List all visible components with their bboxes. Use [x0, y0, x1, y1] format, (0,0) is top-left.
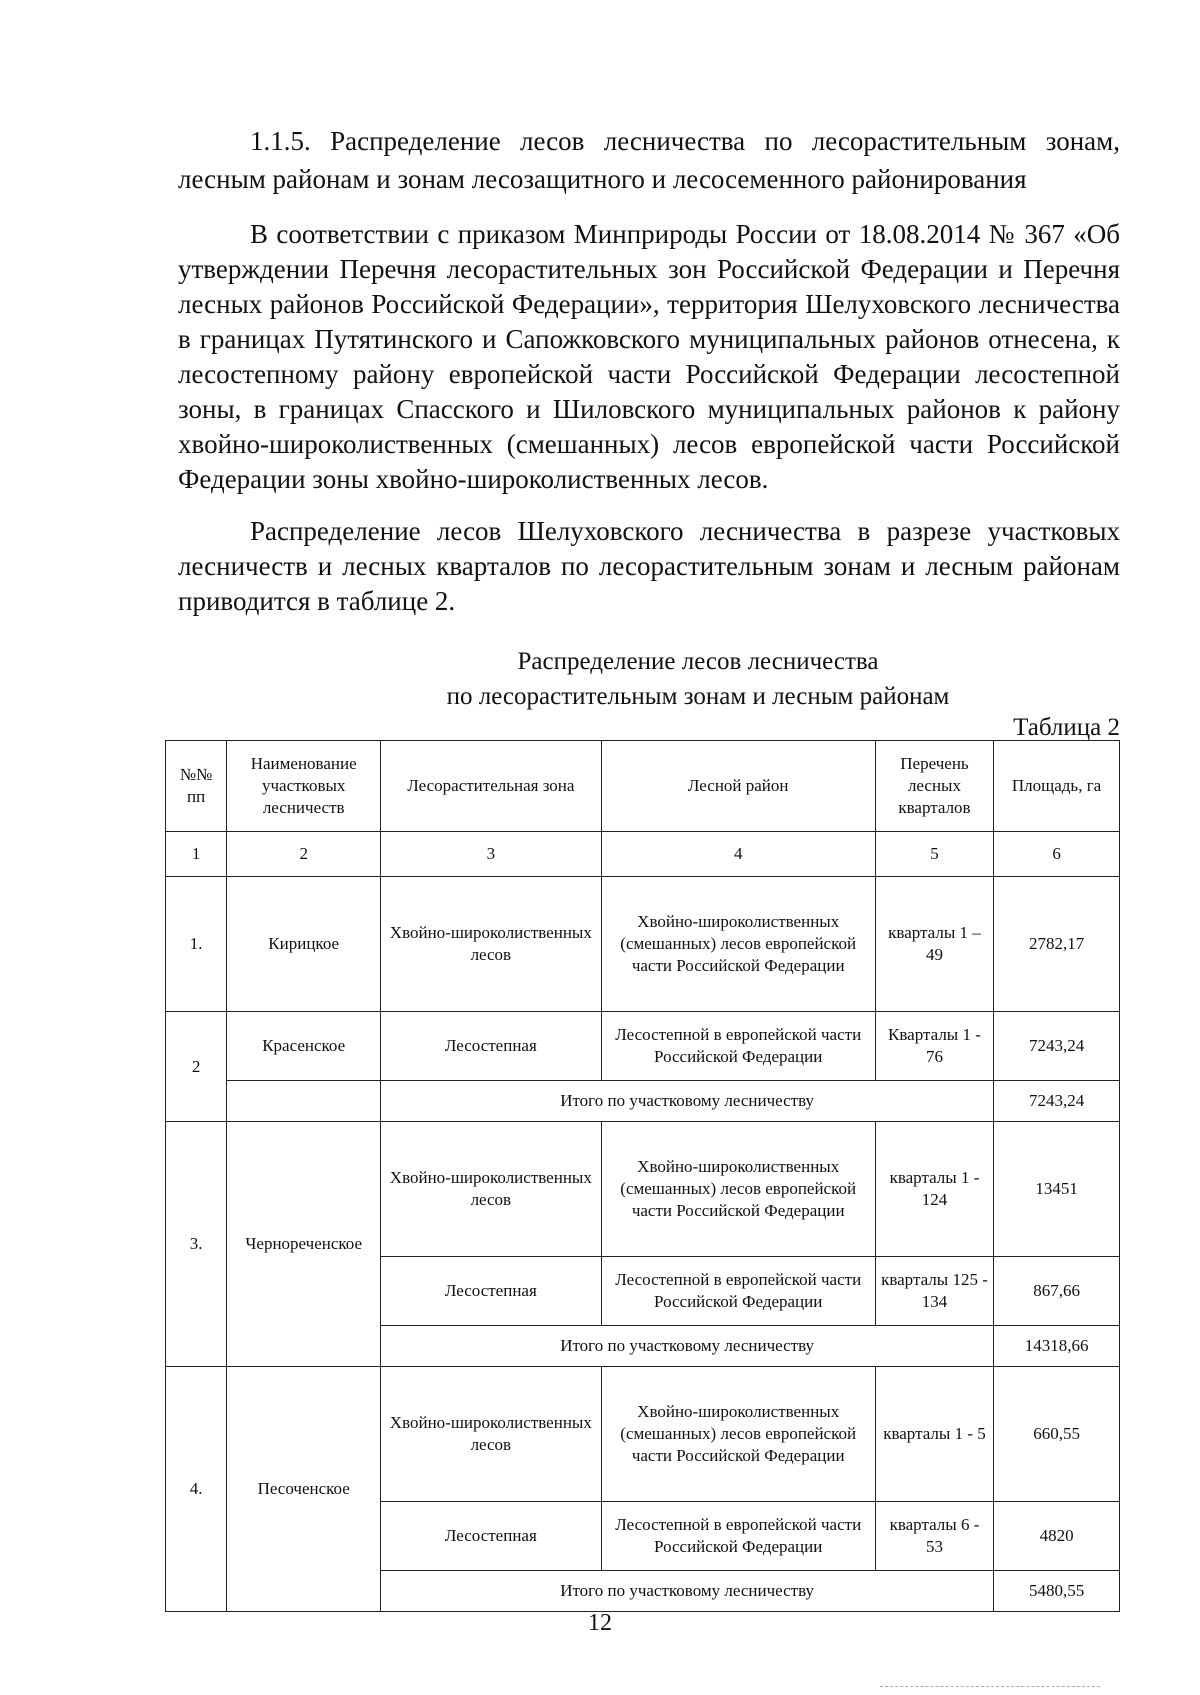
row-area: 660,55: [994, 1367, 1120, 1502]
row-num: 4.: [166, 1367, 227, 1612]
row-zone: Лесостепная: [381, 1257, 601, 1326]
total-value: 14318,66: [994, 1326, 1120, 1367]
row-zone: Хвойно-широколиственных лесов: [381, 1122, 601, 1257]
table-row: [166, 877, 1120, 1012]
forest-distribution-table: [165, 740, 1120, 1612]
row-quarters: кварталы 1 – 49: [875, 877, 993, 1012]
paragraph-1: [178, 217, 1120, 497]
row-zone: Хвойно-широколиственных лесов: [381, 877, 601, 1012]
row-quarters: Кварталы 1 - 76: [875, 1012, 993, 1081]
col-number: 4: [601, 832, 875, 877]
paragraph-1-text: В соответствии с приказом Минприроды России от 18.08.2014 № 367 «Об утверждении Перечня лесорастительных зон Российской Федерации и Перечня лесных районов Российской Федерации», территория Шелуховского лесничества в границах Путятинского и Сапожковского муниципальных районов отнесена, к лесостепному району европейской части Российской Федерации лесостепной зоны, в границах Спасского и Шиловского муниципальных районов к району хвойно-широколиственных (смешанных) лесов европейской части Российской Федерации зоны хвойно-широколиственных лесов.: [178, 219, 1120, 494]
row-zone: Лесостепная: [381, 1502, 601, 1571]
header-quarters: Перечень лесных кварталов: [875, 741, 993, 832]
row-area: 4820: [994, 1502, 1120, 1571]
row-area: 13451: [994, 1122, 1120, 1257]
total-label: Итого по участковому лесничеству: [381, 1326, 994, 1367]
row-quarters: кварталы 1 - 5: [875, 1367, 993, 1502]
header-district: Лесной район: [601, 741, 875, 832]
row-zone: Хвойно-широколиственных лесов: [381, 1367, 601, 1502]
table-row: [166, 1367, 1120, 1502]
total-value: 5480,55: [994, 1571, 1120, 1612]
row-num: 1.: [166, 877, 227, 1012]
row-area: 7243,24: [994, 1012, 1120, 1081]
paragraph-2: [178, 514, 1120, 619]
row-district: Лесостепной в европейской части Российской Федерации: [601, 1012, 875, 1081]
table-header-row: [166, 741, 1120, 832]
row-district: Лесостепной в европейской части Российской Федерации: [601, 1257, 875, 1326]
section-heading-line-2: лесным районам и зонам лесозащитного и лесосеменного районирования: [178, 164, 1027, 194]
col-number: 1: [166, 832, 227, 877]
table-title: [178, 644, 1200, 714]
row-name: Кирицкое: [227, 877, 381, 1012]
col-number: 5: [875, 832, 993, 877]
row-num: 2: [166, 1012, 227, 1122]
row-name: Красенское: [227, 1012, 381, 1081]
total-row: [166, 1081, 1120, 1122]
row-area: 867,66: [994, 1257, 1120, 1326]
table-label: Таблица 2: [1013, 714, 1120, 741]
paragraph-2-text: Распределение лесов Шелуховского лесничества в разрезе участковых лесничеств и лесных кварталов по лесорастительным зонам и лесным районам приводится в таблице 2.: [178, 516, 1120, 616]
col-number: 6: [994, 832, 1120, 877]
page-number: 12: [588, 1610, 612, 1636]
row-district: Хвойно-широколиственных (смешанных) лесов европейской части Российской Федерации: [601, 877, 875, 1012]
row-quarters: кварталы 125 - 134: [875, 1257, 993, 1326]
row-district: Хвойно-широколиственных (смешанных) лесов европейской части Российской Федерации: [601, 1367, 875, 1502]
row-district: Хвойно-широколиственных (смешанных) лесов европейской части Российской Федерации: [601, 1122, 875, 1257]
header-area: Площадь, га: [994, 741, 1120, 832]
header-zone: Лесорастительная зона: [381, 741, 601, 832]
row-num: 3.: [166, 1122, 227, 1367]
table-title-line-1: Распределение лесов лесничества: [517, 648, 879, 675]
column-number-row: [166, 832, 1120, 877]
row-district: Лесостепной в европейской части Российской Федерации: [601, 1502, 875, 1571]
row-name: Чернореченское: [227, 1122, 381, 1367]
header-name: Наименование участковых лесничеств: [227, 741, 381, 832]
header-num: №№ пп: [166, 741, 227, 832]
total-label: Итого по участковому лесничеству: [381, 1081, 994, 1122]
table-title-line-2: по лесорастительным зонам и лесным районам: [446, 683, 950, 710]
total-empty: [227, 1081, 381, 1122]
table-row: [166, 1122, 1120, 1257]
row-zone: Лесостепная: [381, 1012, 601, 1081]
section-heading: [178, 122, 1120, 198]
row-area: 2782,17: [994, 877, 1120, 1012]
total-value: 7243,24: [994, 1081, 1120, 1122]
row-name: Песоченское: [227, 1367, 381, 1612]
row-quarters: кварталы 1 - 124: [875, 1122, 993, 1257]
row-quarters: кварталы 6 - 53: [875, 1502, 993, 1571]
section-heading-line-1: 1.1.5. Распределение лесов лесничества по лесорастительным зонам,: [250, 126, 1120, 156]
col-number: 3: [381, 832, 601, 877]
table-row: [166, 1012, 1120, 1081]
scan-artifact-line: [880, 1686, 1100, 1688]
total-label: Итого по участковому лесничеству: [381, 1571, 994, 1612]
col-number: 2: [227, 832, 381, 877]
